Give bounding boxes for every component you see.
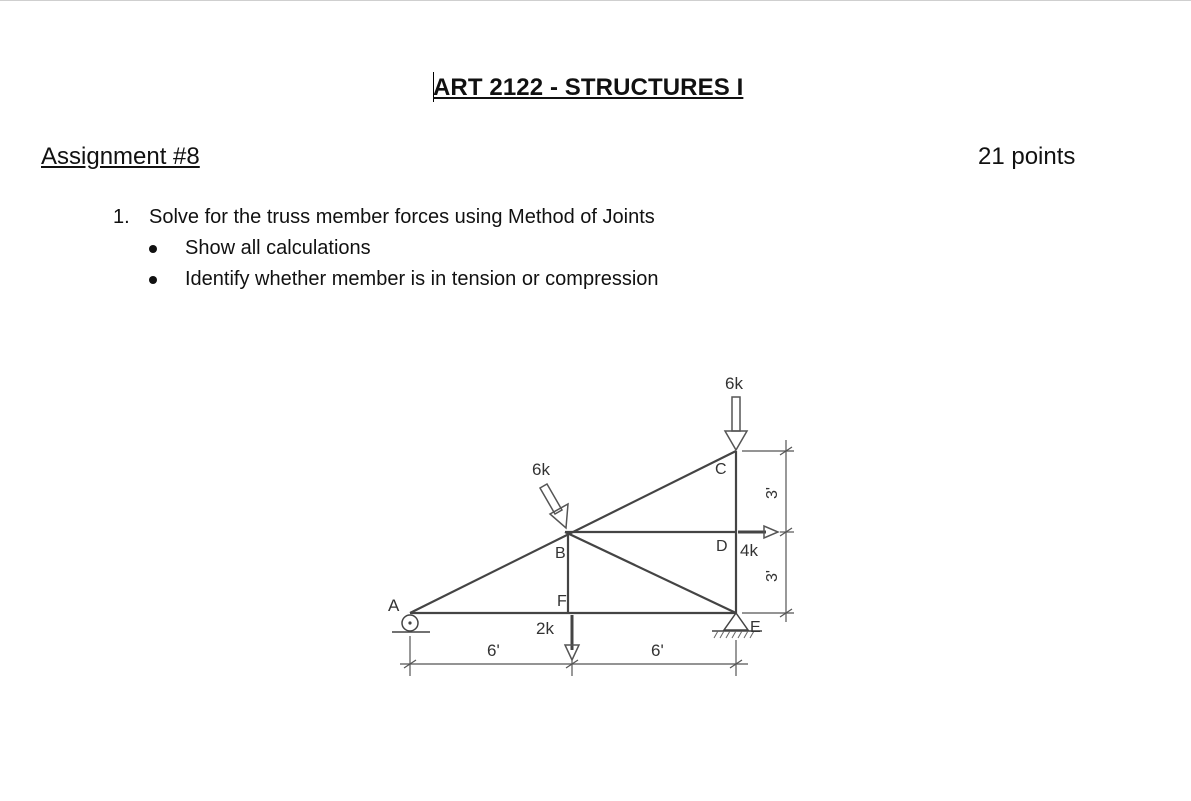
member-b-e bbox=[565, 532, 736, 613]
load-label-b: 6k bbox=[532, 460, 550, 479]
load-label-f: 2k bbox=[536, 619, 554, 638]
dimension-label-right: 6' bbox=[651, 641, 664, 660]
joint-label-e: E bbox=[750, 619, 761, 636]
dimension-label-upper: 3' bbox=[764, 487, 781, 499]
load-arrow-c-icon bbox=[725, 397, 747, 450]
dimension-label-left: 6' bbox=[487, 641, 500, 660]
joint-label-d: D bbox=[716, 538, 728, 555]
question-number: 1. bbox=[113, 206, 130, 228]
course-title: ART 2122 - STRUCTURES I bbox=[433, 74, 744, 101]
joint-label-f: F bbox=[557, 593, 567, 610]
question-text: Solve for the truss member forces using Method of Joints bbox=[149, 206, 655, 228]
load-label-c: 6k bbox=[725, 374, 743, 393]
load-arrow-f-icon bbox=[565, 615, 579, 660]
joint-label-a: A bbox=[388, 596, 400, 615]
load-arrow-d-icon bbox=[738, 526, 778, 538]
points-label: 21 points bbox=[978, 143, 1076, 170]
dimension-label-lower: 3' bbox=[764, 570, 781, 582]
load-arrow-b-icon bbox=[540, 484, 568, 528]
joint-label-c: C bbox=[715, 461, 727, 478]
roller-support-icon bbox=[392, 615, 430, 632]
assignment-heading: Assignment #8 bbox=[41, 143, 200, 170]
load-label-d: 4k bbox=[740, 541, 758, 560]
bullet-item: Identify whether member is in tension or compression bbox=[185, 268, 659, 290]
bullet-item: Show all calculations bbox=[185, 237, 371, 259]
joint-label-b: B bbox=[555, 545, 566, 562]
